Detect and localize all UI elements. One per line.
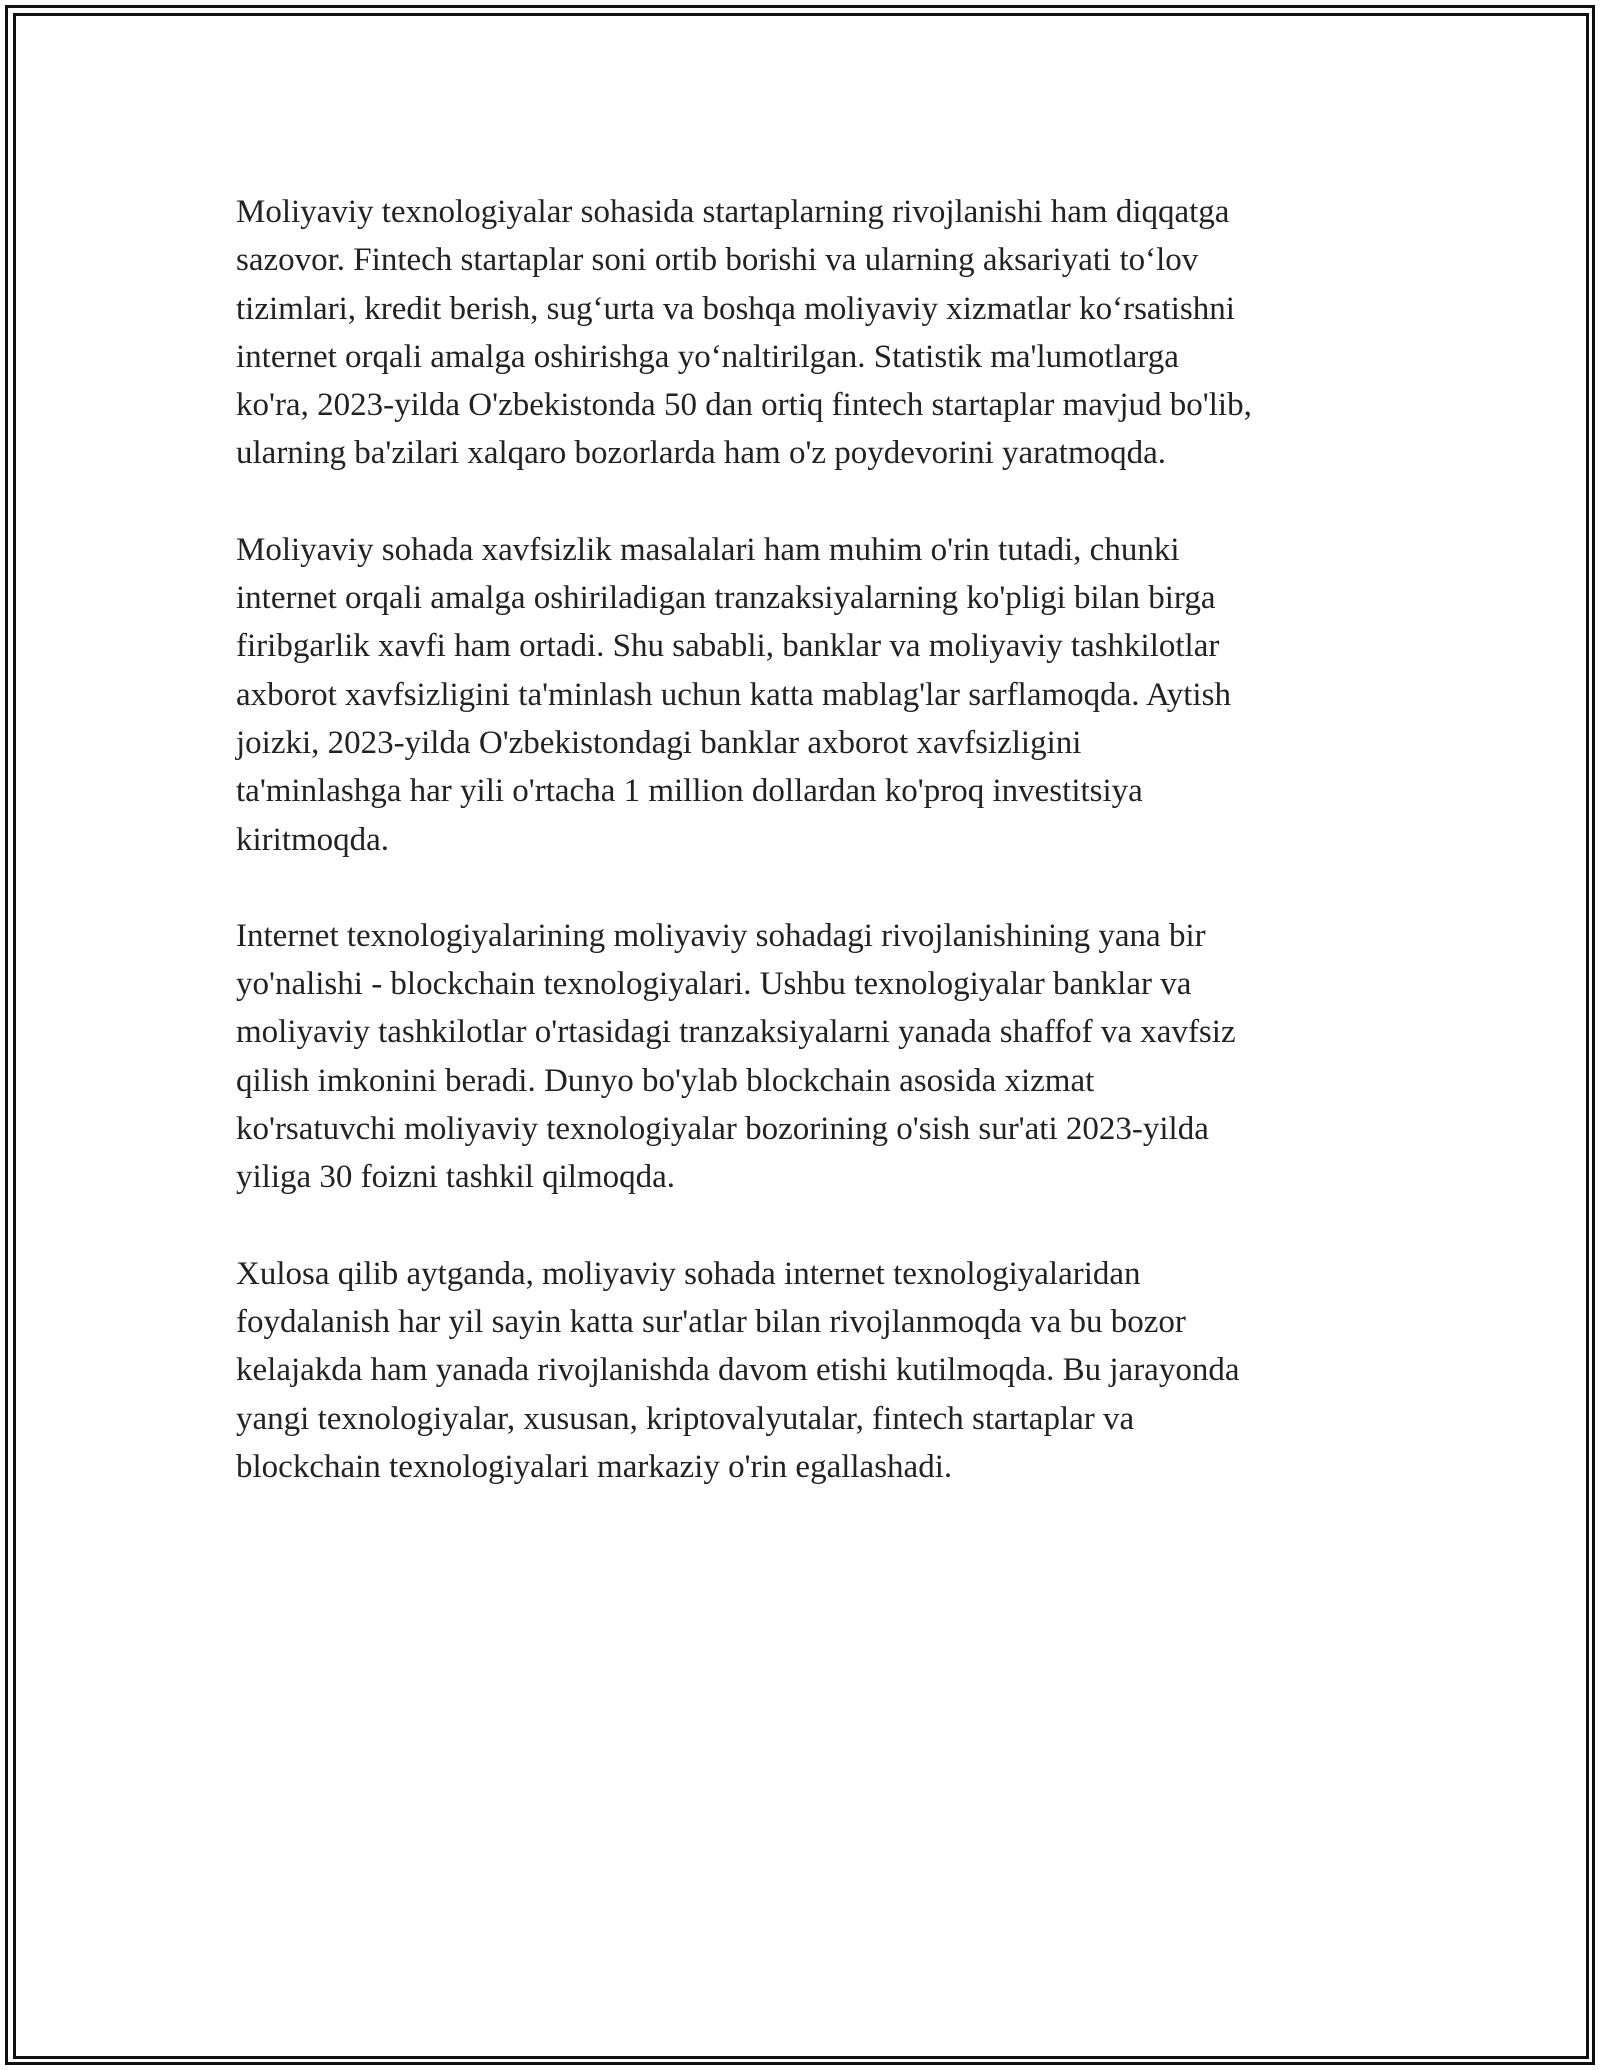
paragraph-conclusion: Xulosa qilib aytganda, moliyaviy sohada internet texnologiyalaridan foydalanish har yil sayin katta sur'atlar bilan rivojlanmoqda va bu bozor kelajakda ham yanada rivojlanishda davom etishi kutilmoqda. Bu jarayonda yangi texnologiyalar, xususan, kriptovalyutalar, fintech startaplar va blockchain texnologiyalari markaziy o'rin egallashadi. [236,1255,1240,1485]
paragraph-blockchain: Internet texnologiyalarining moliyaviy sohadagi rivojlanishining yana bir yo'nalishi - blockchain texnologiyalari. Ushbu texnologiyalar banklar va moliyaviy tashkilotlar o'rtasidagi tranzaksiyalarni yanada shaffof va xavfsiz qilish imkonini beradi. Dunyo bo'ylab blockchain asosida xizmat ko'rsatuvchi moliyaviy texnologiyalar bozorining o'sish sur'ati 2023-yilda yiliga 30 foizni tashkil qilmoqda. [236,917,1236,1196]
paragraph-security: Moliyaviy sohada xavfsizlik masalalari ham muhim o'rin tutadi, chunki internet orqali amalga oshiriladigan tranzaksiyalarning ko'pligi bilan birga firibgarlik xavfi ham ortadi. Shu sababli, banklar va moliyaviy tashkilotlar axborot xavfsizligini ta'minlash uchun katta mablag'lar sarflamoqda. Aytish joizki, 2023-yilda O'zbekistondagi banklar axborot xavfsizligini ta'minlashga har yili o'rtacha 1 million dollardan ko'proq investitsiya kiritmoqda. [236,531,1231,858]
paragraph-startups: Moliyaviy texnologiyalar sohasida startaplarning rivojlanishi ham diqqatga sazovor. Fintech startaplar soni ortib borishi va ularning aksariyati to‘lov tizimlari, kredit berish, sug‘urta va boshqa moliyaviy xizmatlar ko‘rsatishni internet orqali amalga oshirishga yo‘naltirilgan. Statistik ma'lumotlarga ko'ra, 2023-yilda O'zbekistonda 50 dan ortiq fintech startaplar mavjud bo'lib, ularning ba'zilari xalqaro bozorlarda ham o'z poydevorini yaratmoqda. [236,194,1252,472]
document-body [236,188,1371,1539]
